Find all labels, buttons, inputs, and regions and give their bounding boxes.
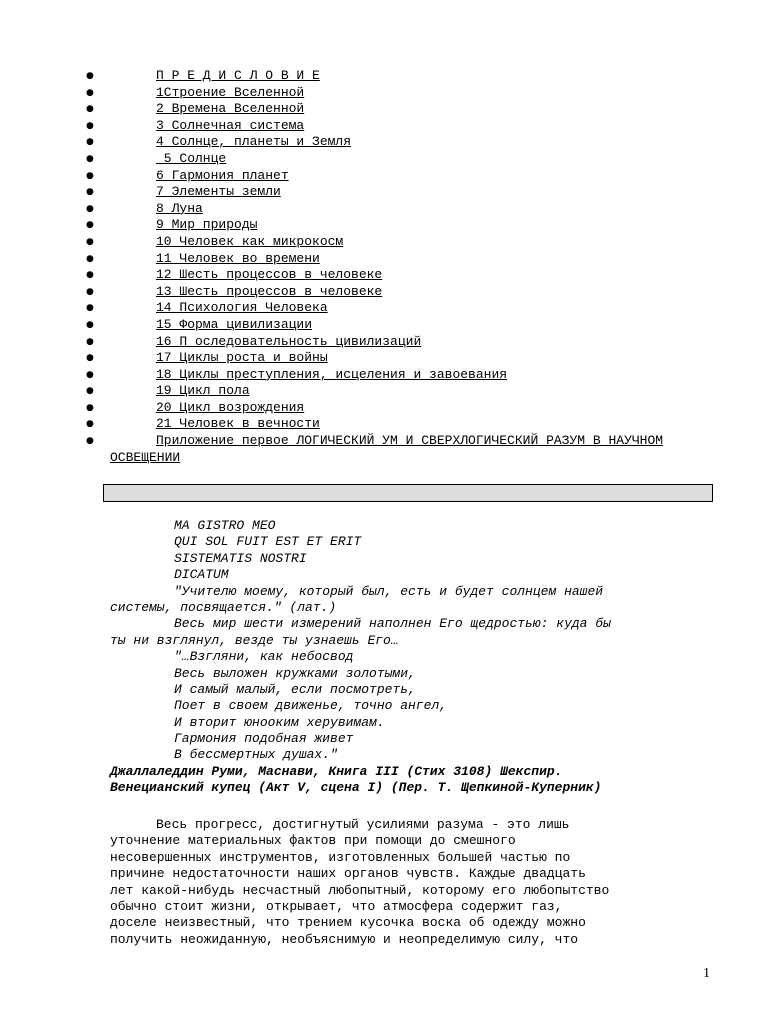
paragraph-line: Весь прогресс, достигнутый усилиями разума - это лишь xyxy=(156,817,570,832)
attribution-line: Джаллаледдин Руми, Маснави, Книга III (Стих 3108) Шекспир. xyxy=(110,763,563,779)
toc-item xyxy=(86,134,726,151)
toc-link[interactable]: 17 Циклы роста и войны xyxy=(156,350,328,366)
toc-link[interactable]: 21 Человек в вечности xyxy=(156,416,320,432)
poem-line: Весь выложен кружками золотыми, xyxy=(174,665,416,681)
toc-link[interactable]: 3 Солнечная система xyxy=(156,117,305,133)
toc-link[interactable]: 7 Элементы земли xyxy=(156,184,281,200)
bullet-icon: ● xyxy=(86,87,94,98)
bullet-icon: ● xyxy=(86,137,94,148)
latin-line: QUI SOL FUIT EST ET ERIT xyxy=(174,534,362,550)
toc-item xyxy=(86,234,726,251)
paragraph-line: несовершенных инструментов, изготовленных большей частью по xyxy=(110,849,571,865)
toc-link[interactable]: 12 Шесть процессов в человеке xyxy=(156,267,383,283)
bullet-icon: ● xyxy=(86,120,94,131)
toc-link[interactable]: 5 Солнце xyxy=(156,150,227,166)
toc-item xyxy=(86,184,726,201)
toc-item xyxy=(86,367,726,384)
toc-item xyxy=(86,101,726,118)
toc-link[interactable]: 9 Мир природы xyxy=(156,217,258,233)
toc-link[interactable]: 8 Луна xyxy=(156,200,203,216)
bullet-icon: ● xyxy=(86,153,94,164)
bullet-icon: ● xyxy=(86,319,94,330)
toc-item xyxy=(86,118,726,135)
toc-item xyxy=(86,251,726,268)
toc-link[interactable]: 18 Циклы преступления, исцеления и завоевания xyxy=(156,366,508,382)
bullet-icon: ● xyxy=(86,286,94,297)
toc-item xyxy=(86,284,726,301)
poem-line: Поет в своем движенье, точно ангел, xyxy=(174,698,448,714)
bullet-icon: ● xyxy=(86,336,94,347)
toc-item xyxy=(86,267,726,284)
toc-item xyxy=(86,300,726,317)
latin-line: MA GISTRO MEO xyxy=(174,518,276,533)
world-line: ты ни взглянул, везде ты узнаешь Его… xyxy=(110,632,399,648)
paragraph-line: причине недостаточности наших органов чувств. Каждые двадцать xyxy=(110,866,586,882)
toc-item xyxy=(86,151,726,168)
body-paragraph xyxy=(110,817,730,948)
toc-link[interactable]: 4 Солнце, планеты и Земля xyxy=(156,134,352,150)
toc-item xyxy=(86,334,726,351)
poem-line: И самый малый, если посмотреть, xyxy=(174,681,416,697)
toc-link[interactable]: 10 Человек как микрокосм xyxy=(156,233,344,249)
toc-link[interactable]: 14 Психология Человека xyxy=(156,300,328,316)
toc-item xyxy=(86,416,726,433)
toc-link[interactable]: 1Строение Вселенной xyxy=(156,84,305,100)
dedication-line: "Учителю моему, который был, есть и будет солнцем нашей xyxy=(174,583,604,599)
bullet-icon: ● xyxy=(86,419,94,430)
toc-item xyxy=(86,85,726,102)
toc-link[interactable]: П Р Е Д И С Л О В И Е xyxy=(156,68,320,83)
toc-item xyxy=(86,201,726,218)
attribution-line: Венецианский купец (Акт V, сцена I) (Пер. Т. Щепкиной-Куперник) xyxy=(110,780,602,796)
toc-link[interactable]: 11 Человек во времени xyxy=(156,250,320,266)
toc-link[interactable]: 2 Времена Вселенной xyxy=(156,101,305,117)
toc-item xyxy=(86,383,726,400)
poem-line: "…Взгляни, как небосвод xyxy=(174,649,354,665)
bullet-icon: ● xyxy=(86,236,94,247)
bullet-icon: ● xyxy=(86,71,94,81)
bullet-icon: ● xyxy=(86,270,94,281)
paragraph-line: лет какой-нибудь несчастный любопытный, которому его любопытство xyxy=(110,882,610,898)
world-line: Весь мир шести измерений наполнен Его щедростью: куда бы xyxy=(174,616,611,632)
toc-link[interactable]: 16 П оследовательность цивилизаций xyxy=(156,333,422,349)
poem-line: В бессмертных душах." xyxy=(174,747,338,763)
toc-item xyxy=(86,350,726,367)
bullet-icon: ● xyxy=(86,170,94,181)
paragraph-line: обычно стоит жизни, открывает, что атмосфера содержит газ, xyxy=(110,898,563,914)
bullet-icon: ● xyxy=(86,253,94,264)
toc-link[interactable]: 19 Цикл пола xyxy=(156,383,250,399)
poem-line: Гармония подобная живет xyxy=(174,731,354,747)
toc-item xyxy=(86,400,726,417)
paragraph-line: получить неожиданную, необъяснимую и неопределимую силу, что xyxy=(110,931,579,947)
toc-link[interactable]: 6 Гармония планет xyxy=(156,167,289,183)
paragraph-line: доселе неизвестный, что трением кусочка воска об одежду можно xyxy=(110,915,586,931)
horizontal-rule xyxy=(103,484,713,502)
bullet-icon: ● xyxy=(86,436,94,447)
epigraph xyxy=(110,518,730,797)
bullet-icon: ● xyxy=(86,104,94,115)
page-number: 1 xyxy=(703,966,710,981)
toc-item xyxy=(86,317,726,334)
toc-item xyxy=(86,68,726,85)
toc-item xyxy=(86,433,726,466)
bullet-icon: ● xyxy=(86,353,94,364)
toc-item xyxy=(86,168,726,185)
dedication-line: системы, посвящается." (лат.) xyxy=(110,599,337,615)
table-of-contents xyxy=(86,68,726,466)
bullet-icon: ● xyxy=(86,369,94,380)
poem-line: И вторит юнооким херувимам. xyxy=(174,714,385,730)
latin-line: DICATUM xyxy=(174,567,229,583)
bullet-icon: ● xyxy=(86,220,94,231)
bullet-icon: ● xyxy=(86,402,94,413)
toc-link[interactable]: Приложение первое ЛОГИЧЕСКИЙ УМ И СВЕРХЛОГИЧЕСКИЙ РАЗУМ В НАУЧНОМ ОСВЕЩЕНИИ xyxy=(110,433,664,465)
bullet-icon: ● xyxy=(86,303,94,314)
paragraph-line: уточнение материальных фактов при помощи до смешного xyxy=(110,833,516,849)
bullet-icon: ● xyxy=(86,386,94,397)
bullet-icon: ● xyxy=(86,203,94,214)
toc-link[interactable]: 15 Форма цивилизации xyxy=(156,316,313,332)
latin-line: SISTEMATIS NOSTRI xyxy=(174,550,307,566)
toc-link[interactable]: 20 Цикл возрождения xyxy=(156,399,305,415)
toc-link[interactable]: 13 Шесть процессов в человеке xyxy=(156,283,383,299)
bullet-icon: ● xyxy=(86,187,94,198)
toc-item xyxy=(86,217,726,234)
